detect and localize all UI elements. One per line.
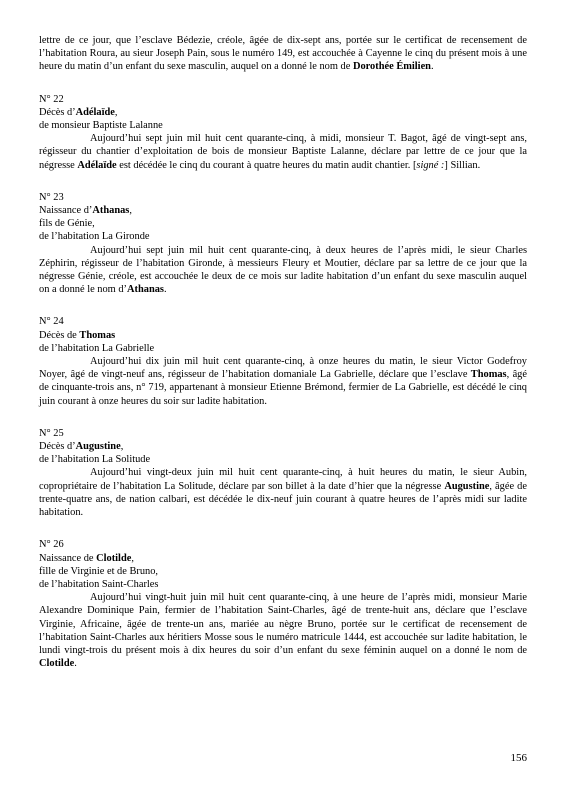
body-name: Athanas	[127, 284, 164, 296]
title-prefix: Décès d’	[39, 106, 76, 118]
entry-number: N° 22	[39, 93, 64, 105]
body-name: Adélaïde	[77, 159, 117, 171]
page-number: 156	[510, 752, 527, 764]
entry-24	[39, 315, 527, 407]
body-text: .	[163, 284, 167, 296]
body-name: Thomas	[470, 369, 507, 381]
title-prefix: Naissance d’	[39, 205, 93, 217]
entry-subtitle: de l’habitation Saint-Charles	[39, 578, 159, 590]
entry-title	[39, 440, 527, 453]
body-text: Aujourd’hui dix juin mil huit cent quarante-cinq, à onze heures du matin, le sieur Victor Godefroy Noyer, âgé de vingt-neuf ans, régisseur de l’habitation domaniale La Gabrielle, déclare que l’esclave	[39, 356, 527, 381]
entry-body	[39, 355, 527, 408]
entry-23	[39, 191, 527, 297]
body-text: Aujourd’hui vingt-huit juin mil huit cent quarante-cinq, à une heure de l’après midi, monsieur Marie Alexandre Dominique Pain, fermier de l’habitation Saint-Charles, âgé de trente-huit ans, déclare que l’esclave Virginie, Africaine, âgée de trente-un ans, mariée au nègre Bruno, portée sur le certificat de recensement de l’habitation Saint-Charles aux héritiers Mosse sous le numéro matricule 1444, est accouchée sur ladite habitation, le lundi vingt-trois du présent mois à dix heures du soir d’un enfant du sexe féminin auquel on a donné le nom de	[39, 592, 527, 656]
body-text: Aujourd’hui sept juin mil huit cent quarante-cinq, à deux heures de l’après midi, le sieur Charles Zéphirin, régisseur de l’habitation Gironde, à messieurs Fleury et Moutier, déclare par sa lettre de ce jour que la négresse Génie, créole, est accouchée le deux de ce mois sur ladite habitation d’un enfant du sexe masculin auquel on a donné le nom d’	[39, 244, 527, 296]
title-prefix: Décès d’	[39, 441, 76, 453]
entry-subtitle: de monsieur Baptiste Lalanne	[39, 120, 163, 132]
entry-number: N° 23	[39, 191, 64, 203]
entry-body	[39, 591, 527, 670]
entry-subtitle: de l’habitation La Gironde	[39, 231, 150, 243]
title-name: Adélaïde	[75, 106, 115, 118]
entry-title	[39, 552, 527, 565]
body-text: , âgé de cinquante-trois ans, n° 719, appartenant à monsieur Etienne Brémond, fermier de La Gabrielle, est décédé le cinq juin courant à onze heures du soir sur ladite habitation.	[39, 369, 527, 407]
title-suffix: ,	[120, 441, 124, 453]
signed-mark: signé :	[416, 159, 445, 171]
entry-title	[39, 106, 527, 119]
body-text: Aujourd’hui vingt-deux juin mil huit cent quarante-cinq, à huit heures du matin, le sieur Aubin, copropriétaire de l’habitation La Solitude, déclare par son billet à la date d’hier que la négresse	[39, 467, 527, 492]
entry-subtitle: de l’habitation La Solitude	[39, 454, 151, 466]
intro-child-name: Dorothée Émilien	[352, 61, 431, 73]
entry-body	[39, 132, 527, 172]
body-name: Augustine	[444, 480, 490, 492]
title-name: Augustine	[75, 441, 121, 453]
title-prefix: Décès de	[39, 329, 80, 341]
body-text: Aujourd’hui sept juin mil huit cent quarante-cinq, à midi, monsieur T. Bagot, âgé de vingt-sept ans, régisseur du chantier d’exploitation de bois de monsieur Baptiste Lalanne, déclare par lettre de ce jour que la négresse	[39, 133, 527, 171]
entry-subtitle: fils de Génie,	[39, 218, 95, 230]
entry-number: N° 26	[39, 539, 64, 551]
title-name: Clotilde	[96, 552, 132, 564]
body-text: ] Sillian.	[444, 159, 481, 171]
intro-end: .	[430, 61, 434, 73]
entry-25	[39, 427, 527, 519]
entry-subtitle: de l’habitation La Gabrielle	[39, 342, 155, 354]
entry-body	[39, 244, 527, 297]
body-name: Clotilde	[39, 658, 75, 670]
title-suffix: ,	[114, 106, 118, 118]
entry-title	[39, 329, 527, 342]
title-suffix: ,	[131, 552, 134, 564]
intro-text: lettre de ce jour, que l’esclave Bédezie, créole, âgée de dix-sept ans, portée sur le certificat de recensement de l’habitation Roura, au sieur Joseph Pain, sous le numéro 149, est accouchée à Cayenne le cinq du présent mois à une heure du matin d’un enfant du sexe masculin, auquel on a donné le nom de	[39, 35, 527, 73]
intro-paragraph	[39, 34, 527, 74]
entry-title	[39, 204, 527, 217]
entry-22	[39, 93, 527, 172]
body-text: .	[74, 658, 77, 670]
title-prefix: Naissance de	[39, 552, 97, 564]
body-text: , âgée de trente-quatre ans, de nation calbari, est décédée le dix-neuf juin courant à quatre heures de l’après midi sur ladite habitation.	[39, 480, 527, 519]
title-name: Athanas	[92, 205, 130, 217]
entry-subtitle: fille de Virginie et de Bruno,	[39, 565, 159, 577]
body-text: est décédée le cinq du courant à quatre heures du matin audit chantier. [	[116, 159, 417, 171]
title-name: Thomas	[79, 329, 116, 341]
title-suffix: ,	[129, 205, 132, 217]
document-page	[39, 34, 527, 670]
entry-number: N° 24	[39, 316, 64, 328]
entry-26	[39, 538, 527, 670]
entry-number: N° 25	[39, 427, 64, 439]
entry-body	[39, 466, 527, 519]
